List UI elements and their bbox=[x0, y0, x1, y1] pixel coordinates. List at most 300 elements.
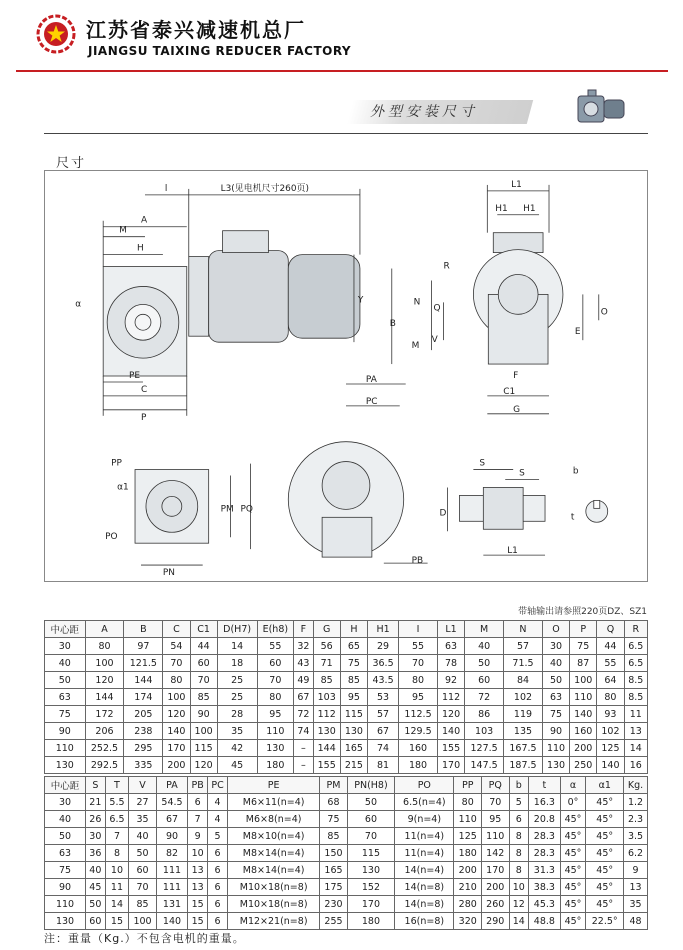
table-cell: 187.5 bbox=[504, 757, 543, 774]
dim-label-q: Q bbox=[433, 303, 441, 314]
table-cell: 22.5° bbox=[586, 913, 624, 930]
dim-label-p: P bbox=[141, 412, 147, 423]
table-cell: 130 bbox=[542, 757, 569, 774]
table-cell: 14 bbox=[509, 913, 529, 930]
table-cell: 74 bbox=[368, 740, 399, 757]
table-cell: 21 bbox=[86, 794, 106, 811]
table-header-cell: PC bbox=[208, 777, 228, 794]
dim-label-c: C bbox=[141, 384, 148, 395]
table-cell: 20.8 bbox=[529, 811, 560, 828]
table-cell: 45° bbox=[560, 913, 586, 930]
dimension-drawing bbox=[44, 170, 648, 582]
shaft-output-note: 带轴输出请参照220页DZ、SZ1 bbox=[518, 607, 647, 617]
table-row bbox=[45, 913, 648, 930]
dim-label-n: N bbox=[413, 297, 421, 308]
table-cell: 95 bbox=[340, 689, 367, 706]
table-cell: 50 bbox=[542, 672, 569, 689]
table-cell: 85 bbox=[320, 828, 348, 845]
table-cell: 130 bbox=[257, 740, 294, 757]
dim-label-pm: PM bbox=[220, 504, 234, 515]
table-cell: 280 bbox=[454, 896, 482, 913]
dim-label-a: A bbox=[141, 215, 148, 226]
table-cell: 56 bbox=[313, 638, 340, 655]
dim-label-e: E bbox=[574, 327, 581, 338]
table-cell: 165 bbox=[320, 862, 348, 879]
table-cell: 112 bbox=[437, 689, 464, 706]
table-cell: 48.8 bbox=[529, 913, 560, 930]
table-cell: 44 bbox=[190, 638, 217, 655]
dim-label-m: M bbox=[119, 225, 127, 236]
table-cell: 119 bbox=[504, 706, 543, 723]
table-cell: 115 bbox=[340, 706, 367, 723]
table-cell: 70 bbox=[399, 655, 438, 672]
dim-label-pn: PN bbox=[162, 568, 175, 579]
table-cell: 150 bbox=[320, 845, 348, 862]
table-cell: – bbox=[294, 740, 313, 757]
section-rule bbox=[44, 133, 648, 134]
table-header-cell: α bbox=[560, 777, 586, 794]
table-cell: 43 bbox=[294, 655, 313, 672]
table-cell: 140 bbox=[156, 913, 187, 930]
table-cell: 48 bbox=[624, 913, 648, 930]
dim-label-s-left: S bbox=[479, 458, 486, 469]
dim-label-m-side: M bbox=[411, 341, 420, 352]
table-cell: 35 bbox=[624, 896, 648, 913]
table-cell: 68 bbox=[320, 794, 348, 811]
table-header-cell: t bbox=[529, 777, 560, 794]
table-cell: 80 bbox=[257, 689, 294, 706]
table-cell: 11 bbox=[624, 706, 647, 723]
table-cell: 9 bbox=[188, 828, 208, 845]
table-cell: 4 bbox=[208, 794, 228, 811]
table-cell: 7 bbox=[188, 811, 208, 828]
table-cell: 0° bbox=[560, 794, 586, 811]
table-cell: 5 bbox=[208, 828, 228, 845]
table-cell: 45° bbox=[560, 879, 586, 896]
table-cell: 67 bbox=[156, 811, 187, 828]
table-cell: 75 bbox=[320, 811, 348, 828]
table-header-cell: H1 bbox=[368, 621, 399, 638]
table-cell: 81 bbox=[368, 757, 399, 774]
table-cell: 28 bbox=[217, 706, 257, 723]
table-header-cell: V bbox=[129, 777, 157, 794]
table-cell: 144 bbox=[313, 740, 340, 757]
table-cell: 210 bbox=[454, 879, 482, 896]
table-cell: 155 bbox=[313, 757, 340, 774]
table-cell: 144 bbox=[124, 672, 163, 689]
table-header-cell: PM bbox=[320, 777, 348, 794]
table-cell: 103 bbox=[313, 689, 340, 706]
table-row bbox=[45, 638, 648, 655]
table-header-cell: PE bbox=[228, 777, 320, 794]
table-cell: 40 bbox=[45, 811, 86, 828]
section-title: 外型安装尺寸 bbox=[370, 104, 478, 120]
table-cell: 44 bbox=[597, 638, 624, 655]
table-header-cell: F bbox=[294, 621, 313, 638]
table-cell: 95 bbox=[399, 689, 438, 706]
table-cell: 103 bbox=[465, 723, 504, 740]
table-header-cell: M bbox=[465, 621, 504, 638]
table-cell: 125 bbox=[454, 828, 482, 845]
table-cell: 80 bbox=[454, 794, 482, 811]
table-cell: 97 bbox=[124, 638, 163, 655]
dim-label-o: O bbox=[600, 307, 608, 318]
table-cell: 40 bbox=[129, 828, 157, 845]
table-cell: 28.3 bbox=[529, 845, 560, 862]
table-cell: 111 bbox=[156, 879, 187, 896]
table-cell: 32 bbox=[294, 638, 313, 655]
table-cell: 84 bbox=[504, 672, 543, 689]
table-cell: 110 bbox=[454, 811, 482, 828]
table-cell: 6 bbox=[208, 845, 228, 862]
table-cell: 115 bbox=[347, 845, 394, 862]
table-cell: 15 bbox=[188, 896, 208, 913]
table-cell: 6 bbox=[188, 794, 208, 811]
table-header-cell: L1 bbox=[437, 621, 464, 638]
table-cell: 102 bbox=[597, 723, 624, 740]
table-cell: 1.2 bbox=[624, 794, 648, 811]
table-header-cell: α1 bbox=[586, 777, 624, 794]
table-cell: 14(n=8) bbox=[395, 879, 454, 896]
table-cell: 80 bbox=[399, 672, 438, 689]
table-row bbox=[45, 879, 648, 896]
table-cell: 180 bbox=[454, 845, 482, 862]
table-cell: 206 bbox=[85, 723, 124, 740]
table-cell: 130 bbox=[347, 862, 394, 879]
table-cell: 8 bbox=[509, 828, 529, 845]
table-cell: 70 bbox=[163, 655, 190, 672]
table-cell: 16(n=8) bbox=[395, 913, 454, 930]
table-cell: 50 bbox=[347, 794, 394, 811]
table-row bbox=[45, 896, 648, 913]
table-cell: M10×18(n=8) bbox=[228, 896, 320, 913]
table-cell: 102 bbox=[504, 689, 543, 706]
table-row bbox=[45, 740, 648, 757]
table-cell: 25 bbox=[217, 689, 257, 706]
table-cell: 175 bbox=[320, 879, 348, 896]
table-cell: 50 bbox=[86, 896, 106, 913]
table-cell: 16 bbox=[624, 757, 647, 774]
table-cell: 75 bbox=[45, 706, 86, 723]
table-cell: 13 bbox=[624, 723, 647, 740]
table-cell: 40 bbox=[542, 655, 569, 672]
table-header-cell: C1 bbox=[190, 621, 217, 638]
dim-label-h1-left: H1 bbox=[495, 203, 508, 214]
table-cell: 13 bbox=[188, 862, 208, 879]
dim-label-t: t bbox=[570, 512, 575, 523]
table-cell: 45° bbox=[560, 845, 586, 862]
table-cell: 6.5 bbox=[105, 811, 129, 828]
table-cell: 90 bbox=[542, 723, 569, 740]
table-cell: 30 bbox=[45, 794, 86, 811]
table-cell: 90 bbox=[45, 879, 86, 896]
reducer-thumbnail-icon bbox=[574, 88, 630, 128]
dim-label-alpha: α bbox=[75, 299, 82, 310]
table-cell: 160 bbox=[570, 723, 597, 740]
table-cell: 9 bbox=[624, 862, 648, 879]
dimension-table-1 bbox=[44, 620, 648, 774]
table-cell: 95 bbox=[257, 706, 294, 723]
table-cell: 64 bbox=[597, 672, 624, 689]
table-cell: 135 bbox=[504, 723, 543, 740]
table-cell: 142 bbox=[481, 845, 509, 862]
table-cell: 112 bbox=[313, 706, 340, 723]
table-cell: 70 bbox=[257, 672, 294, 689]
table-cell: 38.3 bbox=[529, 879, 560, 896]
table-cell: M6×11(n=4) bbox=[228, 794, 320, 811]
table-cell: 11(n=4) bbox=[395, 828, 454, 845]
table-cell: 90 bbox=[45, 723, 86, 740]
table-cell: 45° bbox=[586, 845, 624, 862]
table-header-cell: I bbox=[399, 621, 438, 638]
table-header-cell: PA bbox=[156, 777, 187, 794]
table-cell: 28.3 bbox=[529, 828, 560, 845]
table-cell: 26 bbox=[86, 811, 106, 828]
table-row bbox=[45, 811, 648, 828]
table-cell: 180 bbox=[347, 913, 394, 930]
table-cell: 57 bbox=[504, 638, 543, 655]
weight-footnote: 注：重量（Kg.）不包含电机的重量。 bbox=[44, 932, 245, 945]
dimension-table-2 bbox=[44, 776, 648, 930]
table-cell: 75 bbox=[542, 706, 569, 723]
table-cell: 3.5 bbox=[624, 828, 648, 845]
table-cell: 70 bbox=[190, 672, 217, 689]
table-cell: 205 bbox=[124, 706, 163, 723]
table-header-cell: b bbox=[509, 777, 529, 794]
table-header-cell: T bbox=[105, 777, 129, 794]
table-cell: 74 bbox=[294, 723, 313, 740]
dim-label-h: H bbox=[137, 243, 144, 254]
table-header-cell: PP bbox=[454, 777, 482, 794]
table-cell: 252.5 bbox=[85, 740, 124, 757]
table-cell: 8 bbox=[105, 845, 129, 862]
table-cell: 10 bbox=[509, 879, 529, 896]
dim-label-l1-shaft: L1 bbox=[507, 546, 518, 557]
table-cell: 120 bbox=[85, 672, 124, 689]
table-cell: 120 bbox=[437, 706, 464, 723]
table-cell: 170 bbox=[481, 862, 509, 879]
dim-label-r: R bbox=[443, 261, 450, 272]
table-header-cell: N bbox=[504, 621, 543, 638]
table-cell: 57 bbox=[368, 706, 399, 723]
table-cell: 93 bbox=[597, 706, 624, 723]
dim-label-pe: PE bbox=[129, 370, 141, 381]
table-header-cell: O bbox=[542, 621, 569, 638]
table-cell: 8.5 bbox=[624, 672, 647, 689]
dim-label-pq: PQ bbox=[240, 504, 253, 515]
table-cell: 112.5 bbox=[399, 706, 438, 723]
table-cell: 90 bbox=[190, 706, 217, 723]
table-cell: 30 bbox=[86, 828, 106, 845]
table-cell: M8×10(n=4) bbox=[228, 828, 320, 845]
table-cell: 167.5 bbox=[504, 740, 543, 757]
table-cell: 30 bbox=[542, 638, 569, 655]
table-cell: 40 bbox=[86, 862, 106, 879]
table-cell: 200 bbox=[454, 862, 482, 879]
table-cell: 85 bbox=[313, 672, 340, 689]
table-cell: 140 bbox=[163, 723, 190, 740]
company-name-cn: 江苏省泰兴减速机总厂 bbox=[86, 18, 306, 42]
company-name-en: JIANGSU TAIXING REDUCER FACTORY bbox=[88, 44, 352, 58]
table-header-cell: G bbox=[313, 621, 340, 638]
table-cell: 110 bbox=[45, 740, 86, 757]
table-cell: 100 bbox=[163, 689, 190, 706]
dim-label-l3: L3(见电机尺寸260页) bbox=[220, 183, 309, 194]
dim-label-h1-right: H1 bbox=[523, 203, 536, 214]
table-cell: 110 bbox=[481, 828, 509, 845]
table-cell: 92 bbox=[437, 672, 464, 689]
table-cell: 130 bbox=[45, 757, 86, 774]
table-cell: 18 bbox=[217, 655, 257, 672]
table-cell: 255 bbox=[320, 913, 348, 930]
table-cell: M6×8(n=4) bbox=[228, 811, 320, 828]
table-cell: 45° bbox=[586, 828, 624, 845]
table-header-row bbox=[45, 621, 648, 638]
dim-label-b-small: b bbox=[572, 466, 579, 477]
table-cell: 290 bbox=[481, 913, 509, 930]
table-cell: 8 bbox=[509, 845, 529, 862]
table-cell: 54.5 bbox=[156, 794, 187, 811]
dim-label-s-right: S bbox=[519, 468, 525, 479]
table-cell: 131 bbox=[156, 896, 187, 913]
table-cell: 6.5(n=4) bbox=[395, 794, 454, 811]
table-header-cell: E(h8) bbox=[257, 621, 294, 638]
table-cell: 60 bbox=[190, 655, 217, 672]
table-cell: 127.5 bbox=[465, 740, 504, 757]
table-cell: – bbox=[294, 757, 313, 774]
table-cell: 4 bbox=[208, 811, 228, 828]
table-cell: 12 bbox=[509, 896, 529, 913]
table-cell: 295 bbox=[124, 740, 163, 757]
table-cell: 30 bbox=[45, 638, 86, 655]
table-cell: 10 bbox=[105, 862, 129, 879]
table-cell: 120 bbox=[190, 757, 217, 774]
table-cell: 130 bbox=[340, 723, 367, 740]
table-header-cell: S bbox=[86, 777, 106, 794]
table-cell: 60 bbox=[129, 862, 157, 879]
table-row bbox=[45, 655, 648, 672]
table-cell: 45° bbox=[560, 828, 586, 845]
table-header-cell: Q bbox=[597, 621, 624, 638]
table-cell: 16.3 bbox=[529, 794, 560, 811]
table-cell: 200 bbox=[481, 879, 509, 896]
table-cell: 13 bbox=[624, 879, 648, 896]
table-cell: 6 bbox=[509, 811, 529, 828]
table-cell: 45° bbox=[560, 896, 586, 913]
table-cell: 50 bbox=[45, 672, 86, 689]
table-header-cell: P bbox=[570, 621, 597, 638]
table-header-cell: C bbox=[163, 621, 190, 638]
table-row bbox=[45, 757, 648, 774]
table-row bbox=[45, 689, 648, 706]
dim-label-c1: C1 bbox=[503, 386, 516, 397]
table-cell: 45° bbox=[586, 879, 624, 896]
table-cell: 45° bbox=[586, 896, 624, 913]
table-cell: M8×14(n=4) bbox=[228, 845, 320, 862]
table-cell: 42 bbox=[217, 740, 257, 757]
dim-label-po: PO bbox=[105, 532, 118, 543]
table-cell: 5 bbox=[509, 794, 529, 811]
table-cell: 140 bbox=[597, 757, 624, 774]
table-cell: 200 bbox=[570, 740, 597, 757]
table-cell: 180 bbox=[257, 757, 294, 774]
table-cell: 6.5 bbox=[624, 638, 647, 655]
dim-label-d: D bbox=[439, 508, 447, 519]
table-header-cell: PB bbox=[188, 777, 208, 794]
table-cell: 63 bbox=[45, 689, 86, 706]
table-cell: 40 bbox=[45, 655, 86, 672]
table-cell: 70 bbox=[347, 828, 394, 845]
table-cell: 45° bbox=[586, 811, 624, 828]
table-cell: 45 bbox=[86, 879, 106, 896]
table-cell: 144 bbox=[85, 689, 124, 706]
table-cell: 230 bbox=[320, 896, 348, 913]
table-cell: 40 bbox=[465, 638, 504, 655]
table-cell: 54 bbox=[163, 638, 190, 655]
table-cell: 67 bbox=[368, 723, 399, 740]
table-cell: 86 bbox=[465, 706, 504, 723]
table-cell: 100 bbox=[570, 672, 597, 689]
dim-label-b: B bbox=[389, 319, 396, 330]
table-cell: 125 bbox=[597, 740, 624, 757]
table-cell: 152 bbox=[347, 879, 394, 896]
table-cell: 160 bbox=[399, 740, 438, 757]
table-cell: 82 bbox=[156, 845, 187, 862]
table-cell: 215 bbox=[340, 757, 367, 774]
table-cell: 14 bbox=[217, 638, 257, 655]
table-cell: 6 bbox=[208, 896, 228, 913]
table-header-row bbox=[45, 777, 648, 794]
table-cell: 155 bbox=[437, 740, 464, 757]
table-cell: 25 bbox=[217, 672, 257, 689]
table-cell: 2.3 bbox=[624, 811, 648, 828]
table-cell: 110 bbox=[542, 740, 569, 757]
dim-label-l1: L1 bbox=[511, 179, 522, 190]
dim-label-v: V bbox=[431, 335, 438, 346]
table-cell: 174 bbox=[124, 689, 163, 706]
table-cell: 50 bbox=[129, 845, 157, 862]
table-cell: 11(n=4) bbox=[395, 845, 454, 862]
section-subtitle: 尺寸 bbox=[56, 156, 87, 171]
table-cell: 60 bbox=[465, 672, 504, 689]
page-header bbox=[0, 0, 683, 74]
table-cell: 6 bbox=[208, 879, 228, 896]
table-row bbox=[45, 862, 648, 879]
table-cell: 130 bbox=[313, 723, 340, 740]
table-cell: 110 bbox=[570, 689, 597, 706]
table-header-cell: PN(H8) bbox=[347, 777, 394, 794]
table-row bbox=[45, 794, 648, 811]
table-cell: 49 bbox=[294, 672, 313, 689]
table-cell: 11 bbox=[105, 879, 129, 896]
table-cell: 80 bbox=[163, 672, 190, 689]
table-cell: 6 bbox=[208, 913, 228, 930]
dim-label-y: Y bbox=[357, 295, 364, 306]
table-cell: 78 bbox=[437, 655, 464, 672]
table-header-cell: B bbox=[124, 621, 163, 638]
table-cell: 65 bbox=[340, 638, 367, 655]
table-cell: 10 bbox=[188, 845, 208, 862]
table-cell: 31.3 bbox=[529, 862, 560, 879]
dim-label-pp: PP bbox=[111, 458, 122, 469]
table-cell: 45° bbox=[560, 811, 586, 828]
table-cell: 170 bbox=[163, 740, 190, 757]
table-cell: 85 bbox=[340, 672, 367, 689]
table-cell: 172 bbox=[85, 706, 124, 723]
table-cell: 36 bbox=[86, 845, 106, 862]
company-logo-icon bbox=[36, 14, 76, 54]
table-cell: 6.2 bbox=[624, 845, 648, 862]
